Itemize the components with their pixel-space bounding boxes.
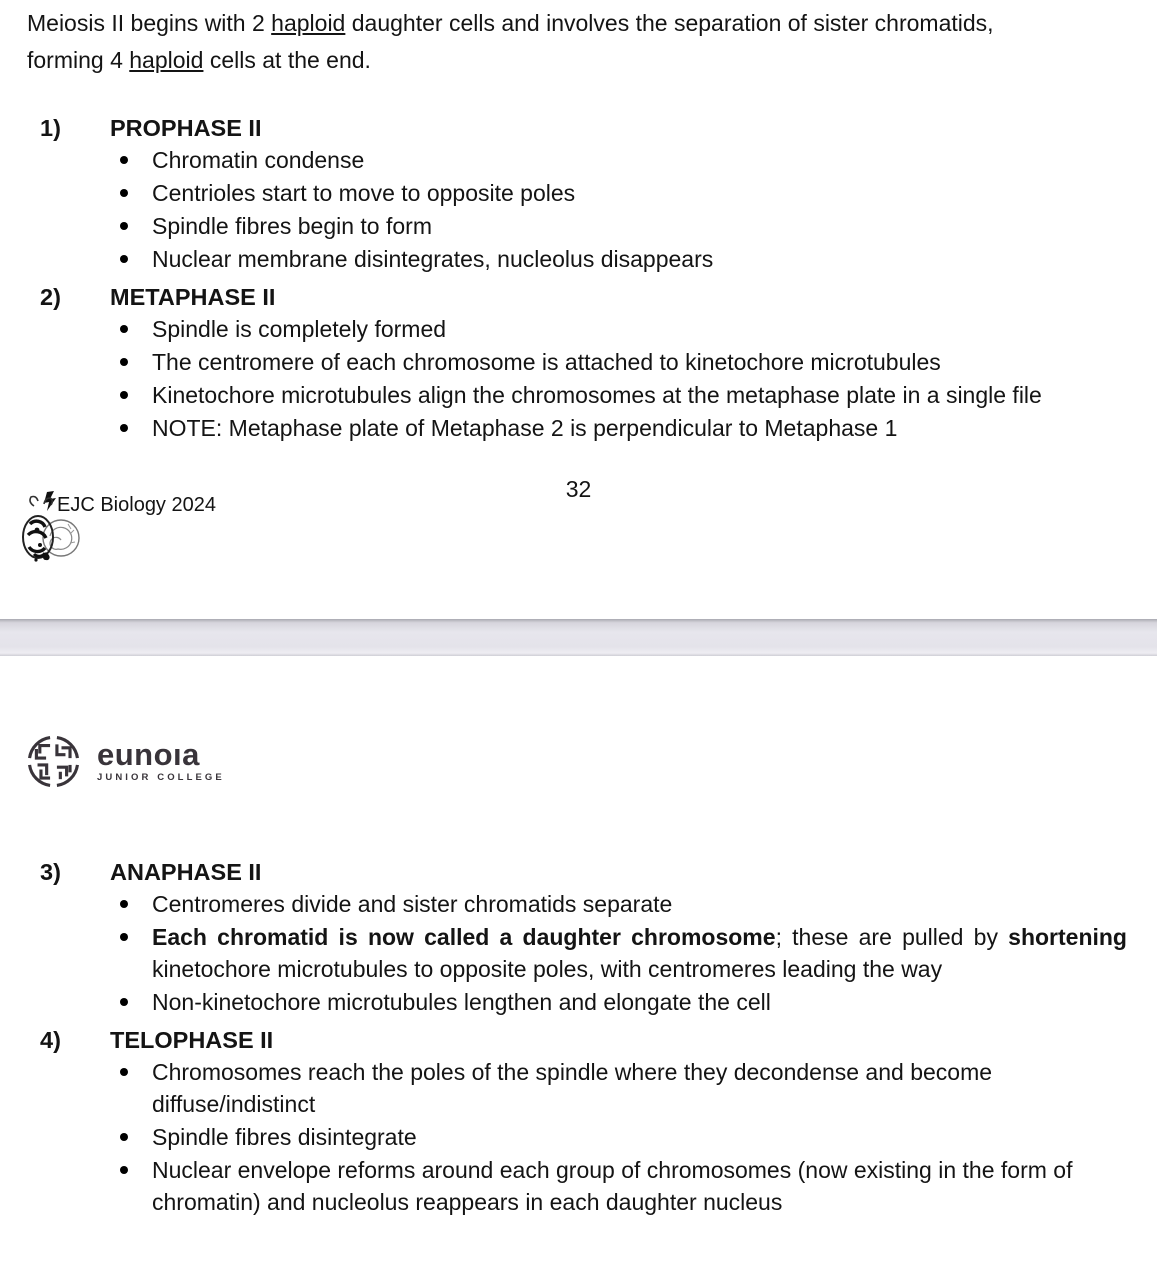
section-number: 4) — [40, 1027, 61, 1053]
bullet-item: Nuclear envelope reforms around each group of chromosomes (now existing in the form of chromatin) and nucleolus reappears in each daughter nucleus — [27, 1154, 1127, 1218]
section-heading — [27, 1028, 1157, 1053]
section-title: PROPHASE II — [110, 115, 262, 141]
bullet-item: Spindle fibres disintegrate — [27, 1121, 1127, 1153]
logo-wordmark: eunoıa — [97, 737, 200, 772]
bullet-item: Chromatin condense — [27, 144, 1127, 176]
intro-line-2: forming 4 haploid cells at the end. — [27, 47, 371, 73]
section-number: 2) — [40, 284, 61, 310]
section-heading — [27, 860, 1157, 885]
bullet-item: The centromere of each chromosome is attached to kinetochore microtubules — [27, 346, 1127, 378]
eunoia-logo-mark-icon — [25, 733, 82, 790]
footer-credit: EJC Biology 2024 — [57, 494, 216, 516]
section-telophase-2 — [27, 1028, 1157, 1218]
section-title: ANAPHASE II — [110, 859, 262, 885]
page-number: 32 — [565, 476, 592, 502]
page1-sections — [27, 106, 1157, 445]
page-separator-bar — [0, 619, 1157, 656]
bullet-item: Spindle fibres begin to form — [27, 210, 1127, 242]
section-metaphase-2 — [27, 285, 1157, 444]
bullet-item: Centrioles start to move to opposite poles — [27, 177, 1127, 209]
section-title: METAPHASE II — [110, 284, 276, 310]
logo-text-block — [97, 737, 225, 783]
bullet-item: Chromosomes reach the poles of the spindle where they decondense and become diffuse/indistinct — [27, 1056, 1127, 1120]
bullet-item: Spindle is completely formed — [27, 313, 1127, 345]
section-number: 3) — [40, 859, 61, 885]
bullet-item: Nuclear membrane disintegrates, nucleolus disappears — [27, 243, 1127, 275]
bullet-item: Each chromatid is now called a daughter chromosome; these are pulled by shortening kinetochore microtubules to opposite poles, with centromeres leading the way — [27, 921, 1127, 985]
document-page-32 — [0, 0, 1157, 619]
bullet-item: Kinetochore microtubules align the chromosomes at the metaphase plate in a single file — [27, 379, 1127, 411]
document-page-33 — [0, 656, 1157, 1264]
intro-line-1: Meiosis II begins with 2 haploid daughter cells and involves the separation of sister chromatids, — [27, 10, 994, 36]
logo-subtitle: JUNIOR COLLEGE — [97, 772, 225, 783]
bullet-item: Non-kinetochore microtubules lengthen and elongate the cell — [27, 986, 1127, 1018]
snail-mascot-doodle-icon — [16, 490, 82, 574]
section-heading — [27, 116, 1157, 141]
bullet-item: NOTE: Metaphase plate of Metaphase 2 is perpendicular to Metaphase 1 — [27, 412, 1127, 444]
intro-paragraph — [27, 5, 1151, 79]
section-heading — [27, 285, 1157, 310]
section-number: 1) — [40, 115, 61, 141]
section-title: TELOPHASE II — [110, 1027, 274, 1053]
eunoia-junior-college-logo — [25, 733, 225, 790]
section-prophase-2 — [27, 116, 1157, 275]
bullet-item: Centromeres divide and sister chromatids separate — [27, 888, 1127, 920]
page2-sections — [27, 850, 1157, 1219]
section-anaphase-2 — [27, 860, 1157, 1018]
